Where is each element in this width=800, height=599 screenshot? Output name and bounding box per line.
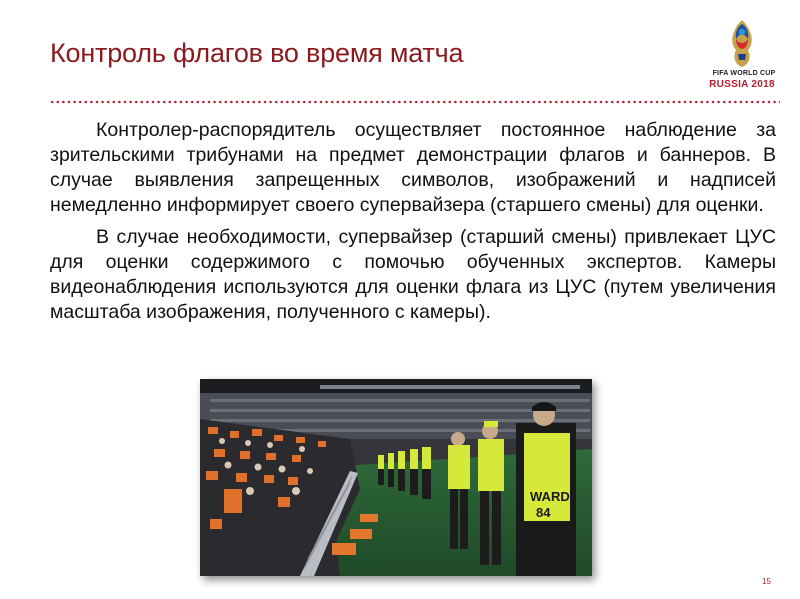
body-text <box>50 118 776 332</box>
vest-text-number: 84 <box>536 505 551 520</box>
page-number: 15 <box>762 577 771 586</box>
vest-text-ward: WARD <box>530 489 570 504</box>
logo-line-russia: RUSSIA 2018 <box>709 79 775 90</box>
logo-line-fifa: FIFA WORLD CUP <box>712 70 776 77</box>
stadium-photo-drawing <box>200 379 592 576</box>
dotted-divider <box>50 98 780 106</box>
body-paragraph-1: Контролер-распорядитель осуществляет постоянное наблюдение за зрительскими трибунами на предмет демонстрации флагов и баннеров. В случае выявления запрещенных символов, изображений и надписей немедленно информирует своего супервайзера (старшего смены) для оценки. <box>50 119 776 216</box>
world-cup-emblem-icon <box>728 18 756 68</box>
stewards-stadium-photo <box>200 379 592 576</box>
slide-title: Контроль флагов во время матча <box>50 38 464 68</box>
fifa-world-cup-logo <box>700 18 784 94</box>
body-paragraph-2: В случае необходимости, супервайзер (старший смены) привлекает ЦУС для оценки содержимого с помочью обученных экспертов. Камеры видеонаблюдения используются для оценки флага из ЦУС (путем увеличения масштаба изображения, полученного с камеры). <box>50 226 776 323</box>
